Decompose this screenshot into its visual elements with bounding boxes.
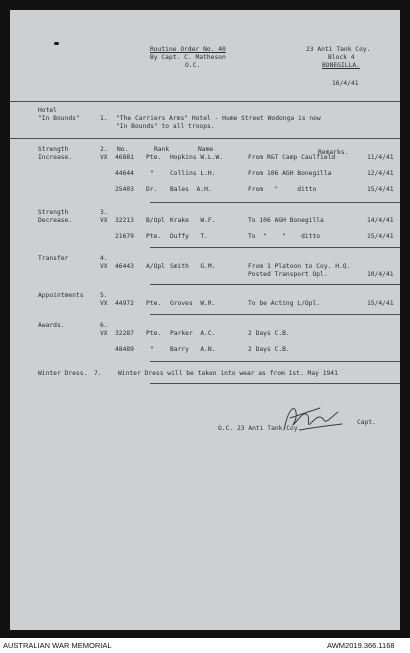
awards-row-2-name: Barry A.N. [170,346,216,353]
appointments-prefix: VX [100,300,108,307]
decrease-row-1-no: 32213 [115,217,134,224]
increase-row-2-rank: " [150,170,154,177]
decrease-row-1-name: Krake W.F. [170,217,216,224]
awards-num: 6. [100,322,108,329]
signature-capt: Capt. [357,419,376,426]
decrease-row-2-rank: Pte. [146,233,162,240]
decrease-label-1: Strength [38,209,69,216]
increase-label-2: Increase. [38,154,73,161]
awards-row-2-no: 48489 [115,346,134,353]
awards-row-2-remarks: 2 Days C.B. [248,346,290,353]
appointments-num: 5. [100,292,108,299]
increase-row-2-no: 44644 [115,170,134,177]
winter-label: Winter Dress. [38,370,88,377]
increase-row-3-remarks: From " ditto [248,186,317,193]
decrease-row-1-remarks: To 106 AGH Bonegilla [248,217,324,224]
awards-label: Awards. [38,322,65,329]
increase-row-1-prefix: VX [100,154,108,161]
transfer-no: 46443 [115,263,134,270]
increase-row-1-rank: Pte. [146,154,162,161]
transfer-remarks-1: From 1 Platoon to Coy. H.Q. [248,263,351,270]
footer-left-label: AUSTRALIAN WAR MEMORIAL [3,641,112,650]
col-rank-header: Rank [154,146,170,153]
increase-label-1: Strength [38,146,69,153]
appointments-remarks: To be Acting L/Opl. [248,300,321,307]
divider [150,284,400,285]
order-title: Routine Order No. 40 [150,46,226,53]
decrease-row-2-date: 15/4/41 [367,233,394,240]
hotel-text-1: "The Carriers Arms" Hotel - Hume Street Wodonga is now [116,115,321,122]
hotel-label-2: "In Bounds" [38,115,80,122]
increase-row-1-remarks: From R&T Camp Caulfield [248,154,336,161]
appointments-no: 44972 [115,300,134,307]
transfer-num: 4. [100,255,108,262]
hotel-num: 1. [100,115,108,122]
decrease-label-2: Decrease. [38,217,73,224]
decrease-row-2-remarks: To " " ditto [248,233,321,240]
order-date: 16/4/41 [332,80,359,87]
hotel-text-2: "In Bounds" to all troops. [116,123,215,130]
awards-row-1-remarks: 2 Days C.B. [248,330,290,337]
decrease-row-2-name: Duffy T. [170,233,208,240]
divider [10,101,400,102]
unit-place: BONEGILLA. [322,62,360,69]
increase-row-3-date: 15/4/41 [367,186,394,193]
appointments-label: Appointments [38,292,84,299]
footer-right-label: AWM2019.366.1168 [327,641,395,650]
divider [150,202,400,203]
divider [10,138,400,139]
document-page [10,10,400,630]
transfer-rank: A/Opl [146,263,165,270]
awards-row-1-prefix: VX [100,330,108,337]
transfer-remarks-2: Posted Transport Opl. [248,271,328,278]
col-no-header: No. [117,146,129,153]
divider [150,383,400,384]
increase-row-3-name: Bales A.H. [170,186,212,193]
decrease-row-2-no: 21679 [115,233,134,240]
awards-row-2-rank: " [150,346,154,353]
awards-row-1-name: Parker A.C. [170,330,216,337]
unit-name: 23 Anti Tank Coy. [306,46,371,53]
punch-hole [54,42,59,45]
increase-row-2-name: Collins L.H. [170,170,216,177]
hotel-label-1: Hotel [38,107,57,114]
transfer-label: Transfer [38,255,69,262]
unit-block: Block 4 [328,54,355,61]
transfer-name: Smith G.M. [170,263,216,270]
increase-row-2-remarks: From 106 AGH Bonegilla [248,170,332,177]
decrease-row-1-date: 14/4/41 [367,217,394,224]
increase-row-3-no: 25403 [115,186,134,193]
increase-row-1-name: Hopkins W.L.W. [170,154,224,161]
order-by-line: By Capt. C. Matheson [150,54,226,61]
transfer-date: 10/4/41 [367,271,394,278]
divider [150,361,400,362]
awards-row-1-no: 32287 [115,330,134,337]
decrease-row-1-prefix: VX [100,217,108,224]
winter-num: 7. [94,370,102,377]
increase-row-1-no: 46881 [115,154,134,161]
col-remarks-header: Remarks. [318,149,349,156]
awards-row-1-rank: Pte. [146,330,162,337]
transfer-prefix: VX [100,263,108,270]
increase-row-2-date: 12/4/41 [367,170,394,177]
appointments-date: 15/4/41 [367,300,394,307]
decrease-row-1-rank: B/Opl [146,217,165,224]
signature-line: O.C. 23 Anti Tank Coy. [218,425,302,432]
col-name-header: Name [198,146,214,153]
increase-row-3-rank: Dr. [146,186,158,193]
decrease-num: 3. [100,209,108,216]
divider [150,314,400,315]
increase-num: 2. [100,146,108,153]
winter-text: Winter Dress will be taken into wear as from 1st. May 1941 [118,370,338,377]
increase-row-1-date: 11/4/41 [367,154,394,161]
order-oc: O.C. [185,62,201,69]
divider [150,247,400,248]
appointments-rank: Pte. [146,300,162,307]
appointments-name: Groves W.R. [170,300,216,307]
